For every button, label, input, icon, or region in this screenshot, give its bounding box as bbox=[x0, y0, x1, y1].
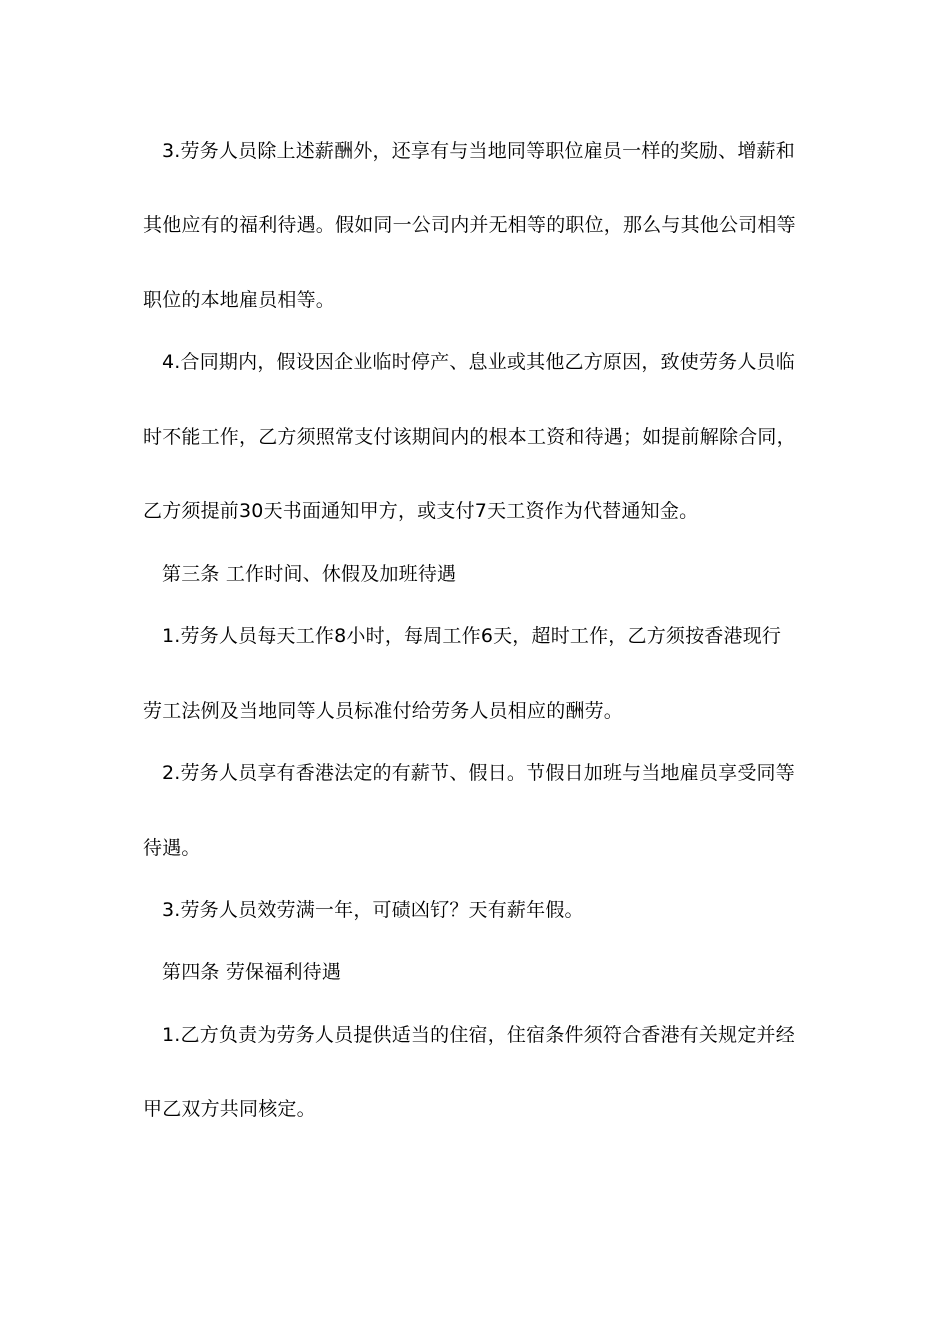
paragraph-line: 待遇。 bbox=[143, 837, 201, 859]
paragraph-line: 甲乙双方共同核定。 bbox=[143, 1098, 316, 1120]
paragraph-line: 劳工法例及当地同等人员标准付给劳务人员相应的酬劳。 bbox=[143, 700, 624, 722]
paragraph-line: 1.乙方负责为劳务人员提供适当的住宿，住宿条件须符合香港有关规定并经 bbox=[162, 1024, 795, 1046]
paragraph-line: 职位的本地雇员相等。 bbox=[143, 289, 336, 311]
paragraph-line: 4.合同期内，假设因企业临时停产、息业或其他乙方原因，致使劳务人员临 bbox=[162, 351, 795, 373]
paragraph-line: 3.劳务人员效劳满一年，可碛凶钌？天有薪年假。 bbox=[162, 899, 584, 921]
paragraph-line: 时不能工作，乙方须照常支付该期间内的根本工资和待遇；如提前解除合同， bbox=[143, 426, 796, 448]
paragraph-line: 1.劳务人员每天工作8小时，每周工作6天，超时工作，乙方须按香港现行 bbox=[162, 625, 782, 647]
paragraph-line: 3.劳务人员除上述薪酬外，还享有与当地同等职位雇员一样的奖励、增薪和 bbox=[162, 140, 795, 162]
paragraph-line: 2.劳务人员享有香港法定的有薪节、假日。节假日加班与当地雇员享受同等 bbox=[162, 762, 795, 784]
paragraph-line: 其他应有的福利待遇。假如同一公司内并无相等的职位，那么与其他公司相等 bbox=[143, 214, 796, 236]
section-heading: 第三条 工作时间、休假及加班待遇 bbox=[162, 563, 457, 585]
section-heading: 第四条 劳保福利待遇 bbox=[162, 961, 342, 983]
paragraph-line: 乙方须提前30天书面通知甲方，或支付7天工资作为代替通知金。 bbox=[143, 500, 699, 522]
